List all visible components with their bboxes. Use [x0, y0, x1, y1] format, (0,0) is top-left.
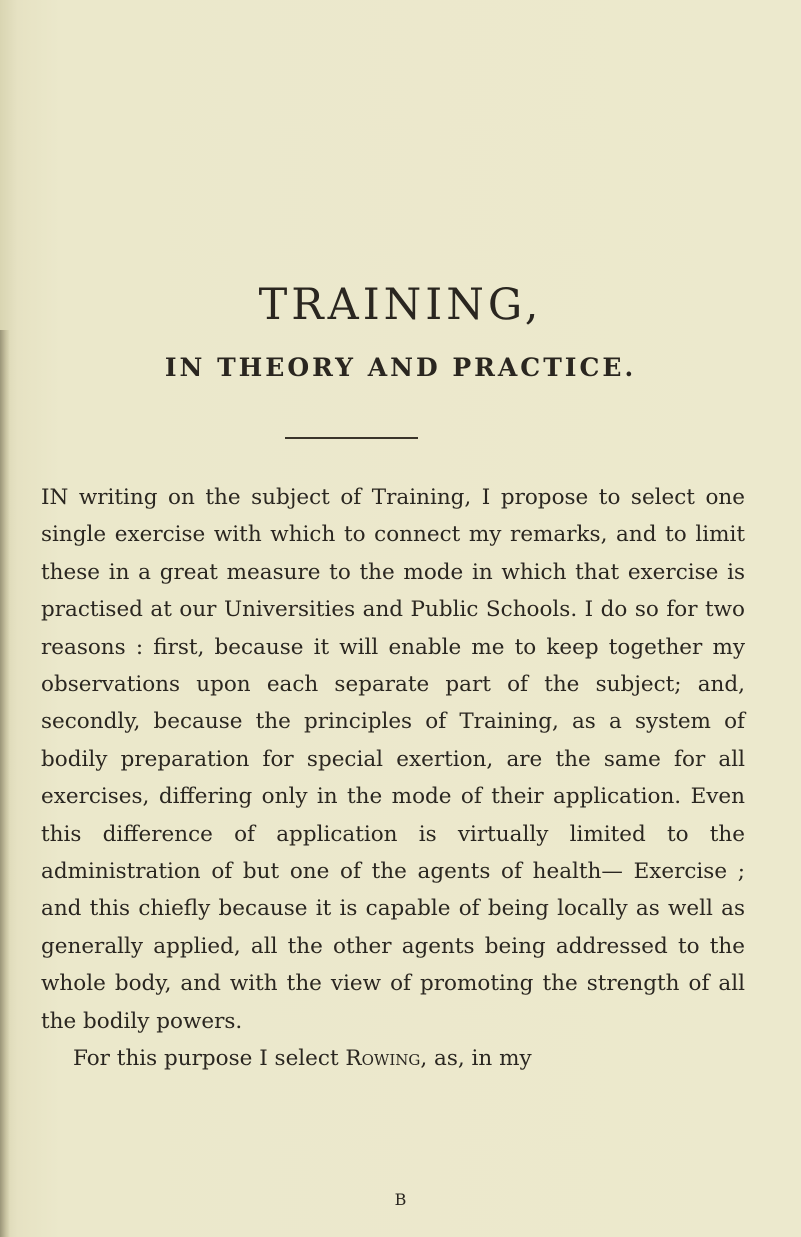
paragraph-2-start: For this purpose I select	[73, 1046, 346, 1072]
paragraph-2	[41, 1040, 745, 1077]
paragraph-2-smallcaps: Rowing	[345, 1046, 421, 1072]
title-rule	[285, 437, 418, 439]
body-text	[41, 479, 745, 1078]
page-title: TRAINING,	[258, 280, 543, 330]
page-subtitle: IN THEORY AND PRACTICE.	[164, 353, 637, 382]
signature-mark: B	[394, 1190, 407, 1209]
paragraph-2-end: , as, in my	[420, 1046, 532, 1072]
spine-shadow	[0, 330, 10, 1237]
paragraph-1: IN writing on the subject of Training, I propose to select one single exercise with which to connect my remarks, and to limit these in a great measure to the mode in which that exercise is practised at our Universities and Public Schools. I do so for two reasons : first, because it will enable me to keep together my observations upon each separate part of the subject; and, secondly, because the principles of Training, as a system of bodily preparation for special exertion, are the same for all exercises, differing only in the mode of their application. Even this difference of application is virtually limited to the administration of but one of the agents of health— Exercise ; and this chiefly because it is capable of being locally as well as generally applied, all the other agents being addressed to the whole body, and with the view of promoting the strength of all the bodily powers.	[41, 485, 745, 1034]
